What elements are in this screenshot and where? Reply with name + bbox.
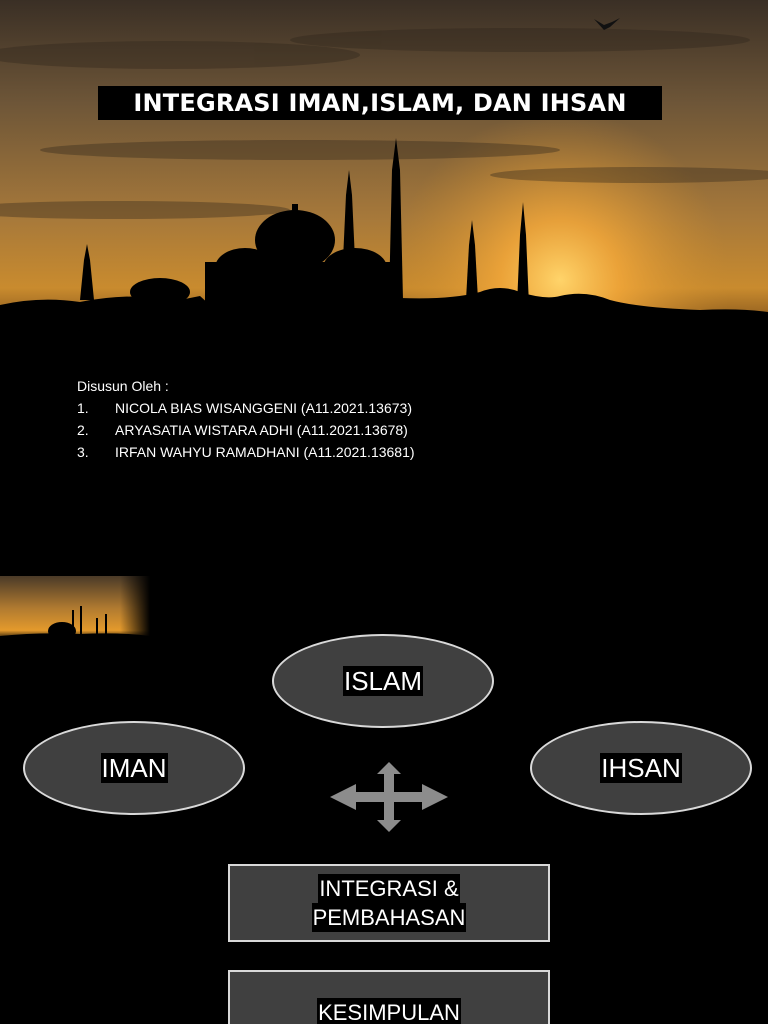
list-number: 3. [77, 444, 89, 460]
kesimpulan-label: KESIMPULAN [317, 998, 461, 1024]
list-item [77, 419, 415, 441]
iman-label: IMAN [101, 753, 167, 783]
islam-label: ISLAM [343, 666, 423, 696]
islam-button[interactable] [272, 634, 494, 728]
list-item [77, 397, 415, 419]
author-name: IRFAN WAHYU RAMADHANI (A11.2021.13681) [115, 444, 415, 460]
menu-slide [0, 576, 768, 1024]
slide-title: INTEGRASI IMAN,ISLAM, DAN IHSAN [98, 86, 662, 120]
integrasi-pembahasan-button[interactable] [228, 864, 550, 942]
four-way-arrow-icon [330, 762, 448, 832]
integrasi-line-2: PEMBAHASAN [312, 905, 466, 930]
author-name: ARYASATIA WISTARA ADHI (A11.2021.13678) [115, 422, 408, 438]
author-name: NICOLA BIAS WISANGGENI (A11.2021.13673) [115, 400, 412, 416]
authors-list [77, 397, 415, 463]
ihsan-label: IHSAN [601, 753, 681, 783]
kesimpulan-button[interactable] [228, 970, 550, 1024]
authors-block [77, 375, 415, 463]
authors-heading: Disusun Oleh : [77, 378, 169, 394]
iman-button[interactable] [23, 721, 245, 815]
integrasi-pembahasan-label [312, 874, 467, 932]
list-number: 1. [77, 400, 89, 416]
list-item [77, 441, 415, 463]
list-number: 2. [77, 422, 89, 438]
sunset-thumbnail-image [0, 576, 150, 640]
ihsan-button[interactable] [530, 721, 752, 815]
integrasi-line-1: INTEGRASI & [319, 876, 459, 901]
